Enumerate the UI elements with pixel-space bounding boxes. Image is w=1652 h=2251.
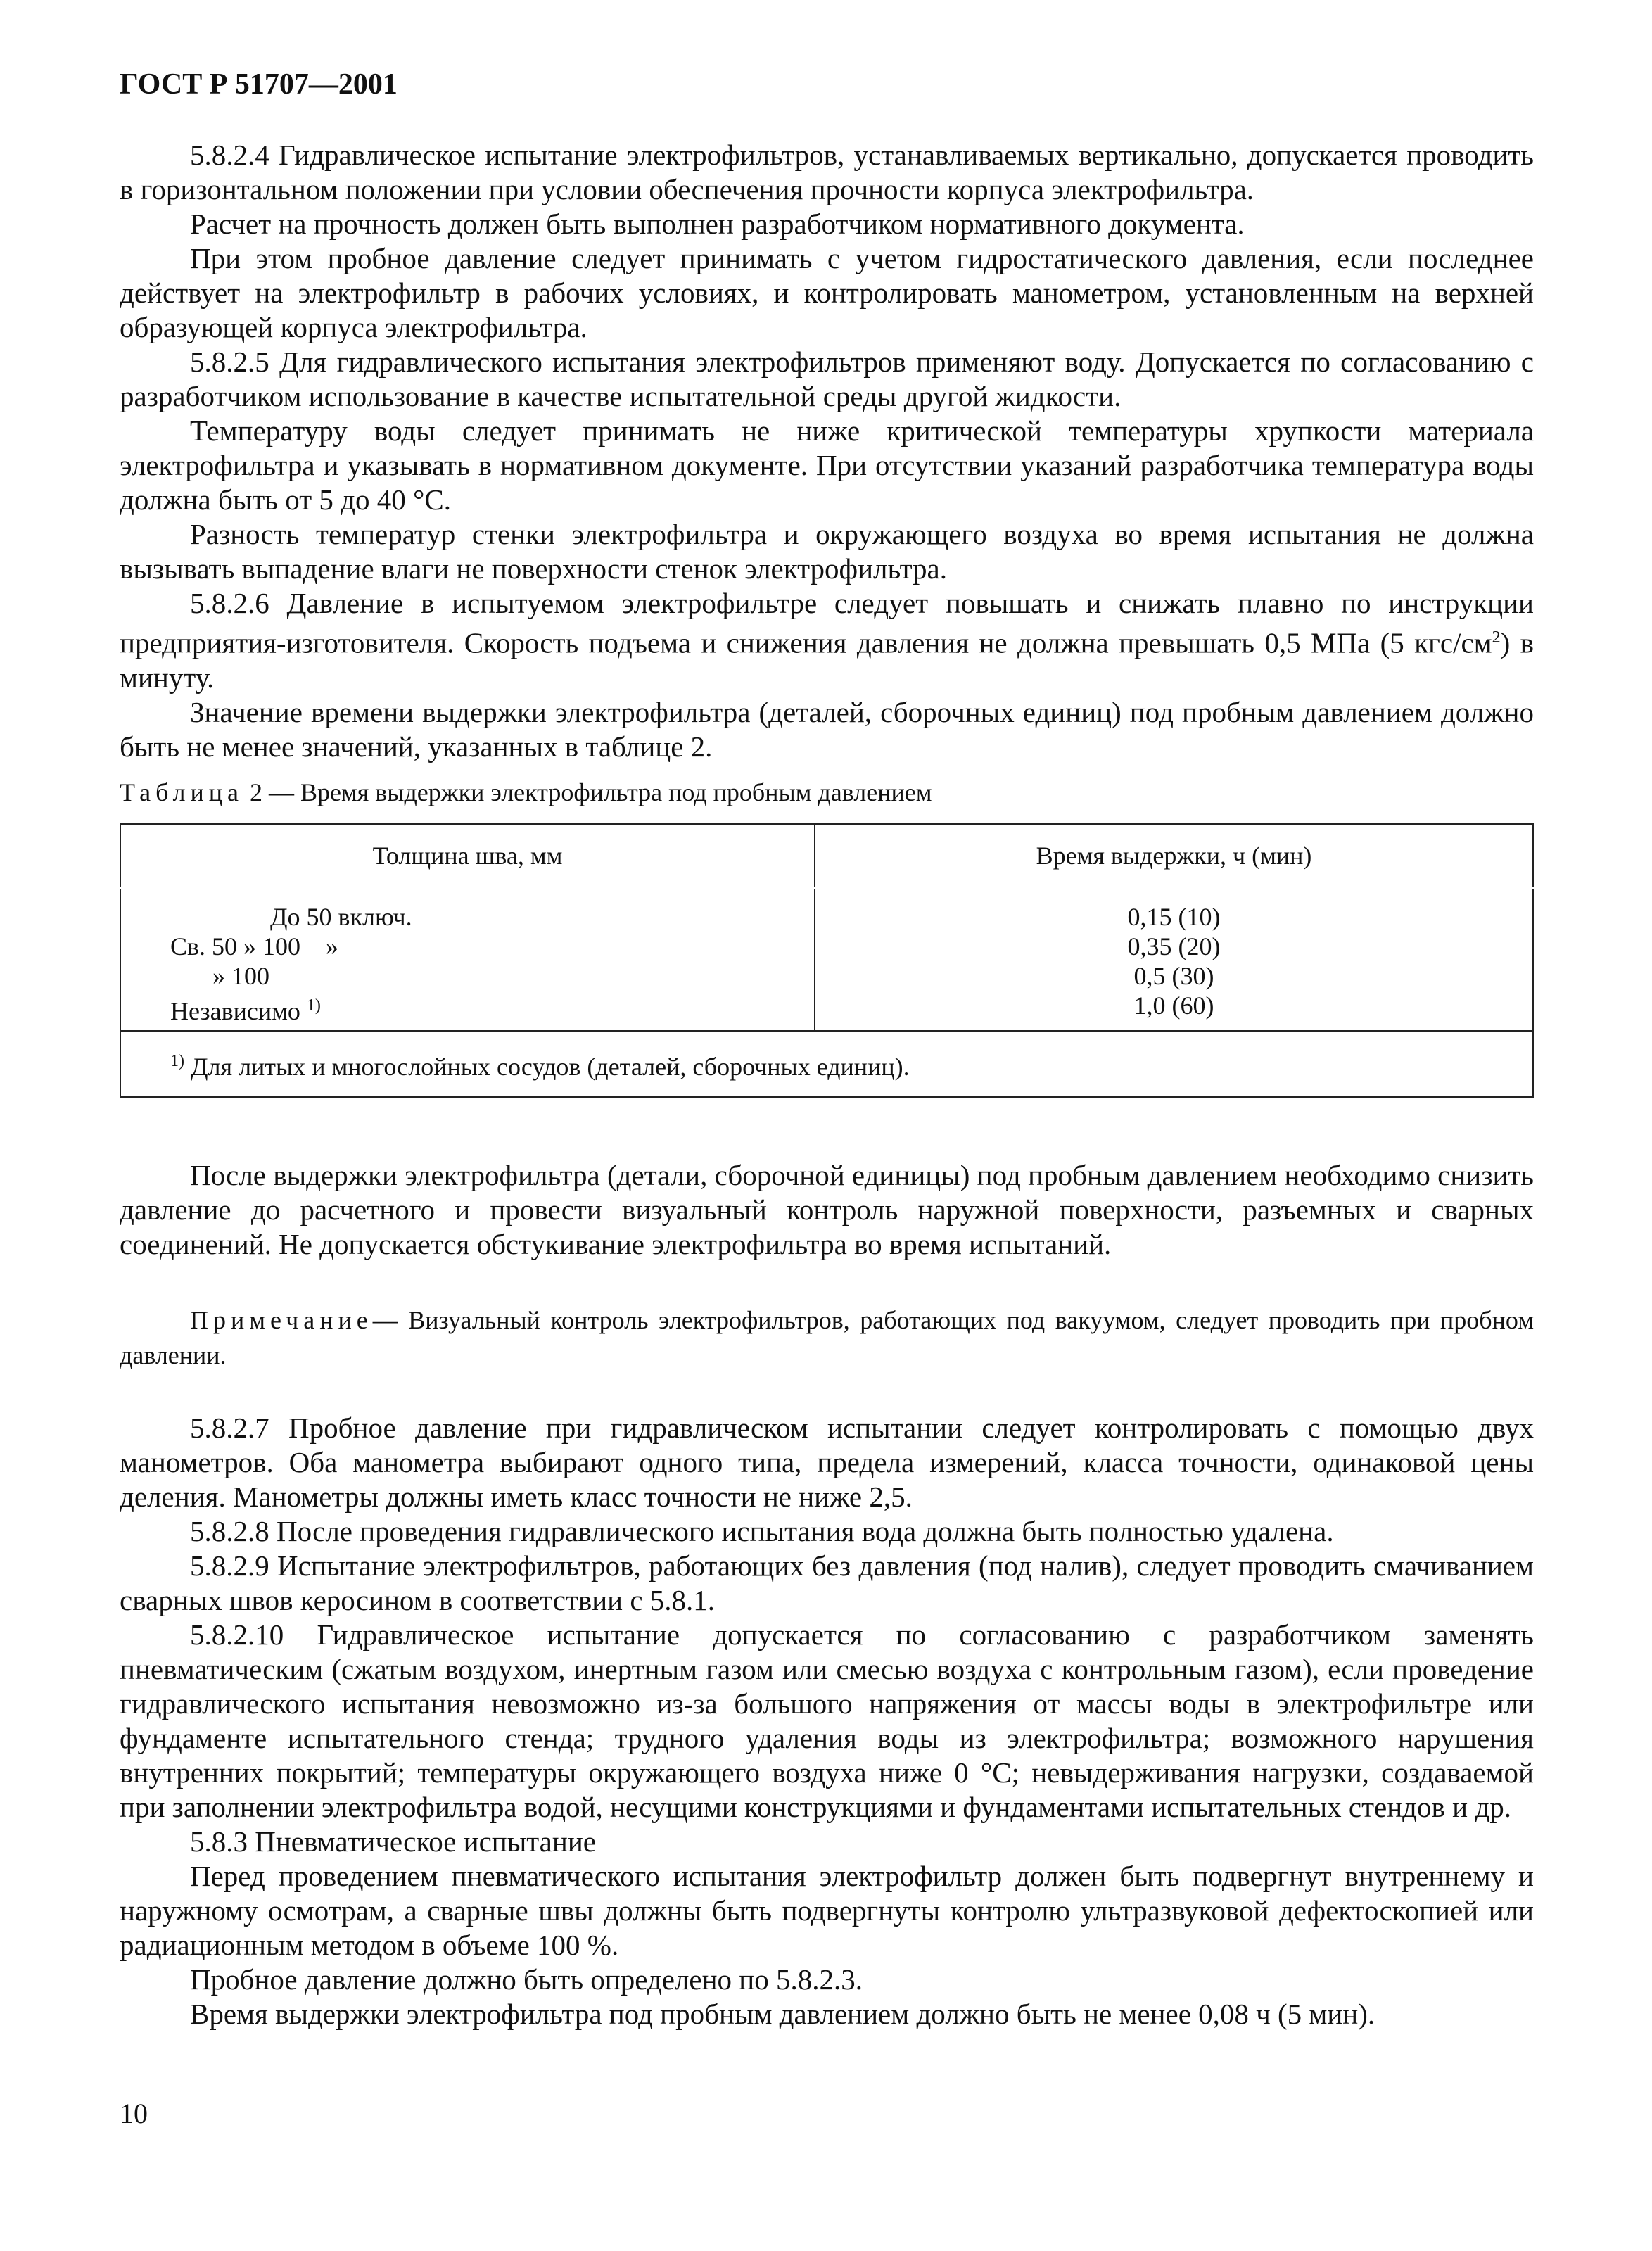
paragraph-test-pressure: При этом пробное давление следует принимать с учетом гидростатического давления, если последнее действует на электрофильтр в рабочих условиях, и контролировать манометром, установленным на верхней образующей корпуса электрофильтра. [120,242,1534,343]
table-caption [120,777,1534,808]
paragraph-5-8-2-5: 5.8.2.5 Для гидравлического испытания электрофильтров применяют воду. Допускается по согласованию с разработчиком использование в качестве испытательной среды другой жидкости. [120,345,1534,412]
p586-before: 5.8.2.6 Давление в испытуемом электрофильтре следует повышать и снижать плавно по инструкции предприятия-изготовителя. Скорость подъема и снижения давления не должна превышать 0,5 МПа (5 кгс/см [120,587,1534,659]
section-heading-5-8-3: 5.8.3 Пневматическое испытание [190,1825,596,1858]
table-header-row [120,824,1533,888]
table-row-time: 1,0 (60) [1133,991,1214,1020]
table-row-time: 0,35 (20) [1127,932,1221,960]
paragraph-5-8-2-4: 5.8.2.4 Гидравлическое испытание электрофильтров, устанавливаемых вертикально, допускается проводить в горизонтальном положении при условии обеспечения прочности корпуса электрофильтра. [120,139,1534,205]
table-row-thickness: » 100 [212,961,269,990]
table-footnote-mark: 1) [170,1051,184,1070]
table-row-footnote-mark: 1) [306,996,321,1015]
table-footnote-row [120,1031,1533,1097]
paragraph-5-8-2-6 [120,586,1534,695]
paragraph-temperature-difference: Разность температур стенки электрофильтра и окружающего воздуха во время испытания не должна вызывать выпадение влаги не поверхности стенок электрофильтра. [120,518,1534,585]
paragraph-pneumatic-inspection: Перед проведением пневматического испытания электрофильтр должен быть подвергнут внутреннему и наружному осмотрам, а сварные швы должны быть подвергнуты контролю ультразвуковой дефектоскопией или радиационным методом в объеме 100 %. [120,1859,1534,1961]
paragraph-5-8-2-7: 5.8.2.7 Пробное давление при гидравлическом испытании следует контролировать с помощью двух манометров. Оба манометра выбирают одного типа, предела измерений, класса точности, одинаковой цены деления. Манометры должны иметь класс точности не ниже 2,5. [120,1411,1534,1513]
table-caption-label: Таблица [120,778,243,806]
paragraph-strength-calc: Расчет на прочность должен быть выполнен разработчиком нормативного документа. [190,208,1245,240]
table-header-time: Время выдержки, ч (мин) [815,824,1533,888]
table-row-time: 0,5 (30) [1133,961,1214,990]
p586-after: ) в минуту. [120,626,1534,694]
paragraph-water-temperature: Температуру воды следует принимать не ниже критической температуры хрупкости материала электрофильтра и указывать в нормативном документе. При отсутствии указаний разработчика температура воды должна быть от 5 до 40 °С. [120,414,1534,516]
table-header-thickness: Толщина шва, мм [120,824,815,888]
table-2 [120,823,1534,1098]
note-label: Примечание [190,1305,373,1334]
table-row-thickness: Св. 50 » 100 » [170,932,339,960]
table-row-thickness: До 50 включ. [270,902,412,931]
document-header: ГОСТ Р 51707—2001 [120,68,398,101]
p586-superscript: 2 [1492,628,1501,647]
table-row-thickness [170,991,814,1025]
document-body [120,138,1534,2031]
page-number: 10 [120,2098,148,2129]
paragraph-after-table: После выдержки электрофильтра (детали, сборочной единицы) под пробным давлением необходимо снизить давление до расчетного и провести визуальный контроль наружной поверхности, разъемных и сварных соединений. Не допускается обстукивание электрофильтра во время испытаний. [120,1158,1534,1260]
paragraph-5-8-2-10: 5.8.2.10 Гидравлическое испытание допускается по согласованию с разработчиком заменять пневматическим (сжатым воздухом, инертным газом или смесью воздуха с контрольным газом), если проведение гидравлического испытания невозможно из-за большого напряжения от массы воды в электрофильтре или фундаменте испытательного стенда; трудного удаления воды из электрофильтра; возможного нарушения внутренних покрытий; температуры окружающего воздуха ниже 0 °С; невыдерживания нагрузки, создаваемой при заполнении электрофильтра водой, несущими конструкциями и фундаментами испытательных стендов и др. [120,1618,1534,1823]
table-body-row [120,888,1533,1031]
paragraph-pneumatic-hold-time: Время выдержки электрофильтра под пробным давлением должно быть не менее 0,08 ч (5 мин). [190,1997,1375,2030]
paragraph-pneumatic-pressure: Пробное давление должно быть определено по 5.8.2.3. [190,1963,863,1996]
table-footnote [120,1031,1533,1097]
table-caption-text: 2 — Время выдержки электрофильтра под пробным давлением [243,778,932,806]
table-footnote-text: Для литых и многослойных сосудов (деталей, сборочных единиц). [184,1052,910,1081]
paragraph-hold-time: Значение времени выдержки электрофильтра (деталей, сборочных единиц) под пробным давлением должно быть не менее значений, указанных в таблице 2. [120,695,1534,763]
paragraph-5-8-2-8: 5.8.2.8 После проведения гидравлического испытания вода должна быть полностью удалена. [190,1514,1334,1547]
table-thickness-cell [120,888,815,1031]
table-row-time: 0,15 (10) [1127,902,1221,931]
paragraph-5-8-2-9: 5.8.2.9 Испытание электрофильтров, работающих без давления (под налив), следует проводить смачиванием сварных швов керосином в соответствии с 5.8.1. [120,1549,1534,1616]
note [120,1302,1534,1373]
table-time-cell [815,888,1533,1031]
table-row-thickness-text: Независимо [170,996,300,1025]
note-text: — Визуальный контроль электрофильтров, работающих под вакуумом, следует проводить при пробном давлении. [120,1305,1534,1369]
